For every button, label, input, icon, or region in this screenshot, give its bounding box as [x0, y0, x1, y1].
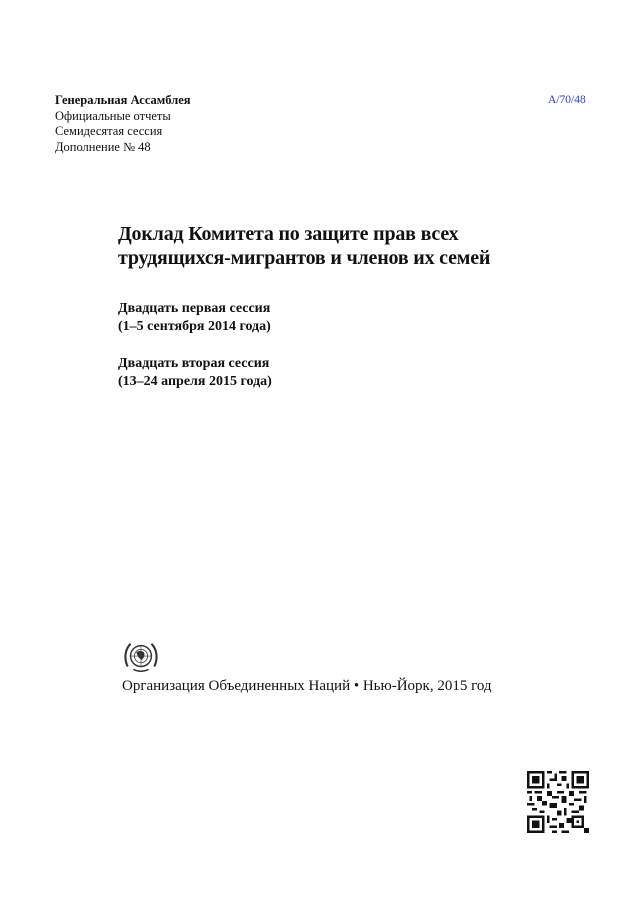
title-line-1: Доклад Комитета по защите прав всех — [118, 223, 459, 245]
un-emblem-icon — [122, 638, 160, 676]
title-line-2: трудящихся-мигрантов и членов их семей — [118, 247, 491, 269]
session-dates: (13–24 апреля 2015 года) — [118, 374, 272, 389]
report-title — [118, 222, 490, 270]
session-name: Двадцать первая сессия — [118, 301, 271, 316]
session-name: Двадцать вторая сессия — [118, 356, 270, 371]
publisher-line: Организация Объединенных Наций • Нью-Йорк, 2015 год — [122, 678, 492, 694]
document-symbol[interactable]: A/70/48 — [548, 94, 586, 106]
official-records: Официальные отчеты — [55, 108, 171, 123]
session-block-2 — [118, 355, 272, 391]
organ-name: Генеральная Ассамблея — [55, 93, 191, 107]
session-block-1 — [118, 300, 271, 336]
session-label: Семидесятая сессия — [55, 124, 163, 138]
qr-code-icon — [527, 771, 589, 833]
session-dates: (1–5 сентября 2014 года) — [118, 319, 271, 334]
supplement-label: Дополнение № 48 — [55, 139, 151, 154]
document-header — [55, 93, 191, 155]
